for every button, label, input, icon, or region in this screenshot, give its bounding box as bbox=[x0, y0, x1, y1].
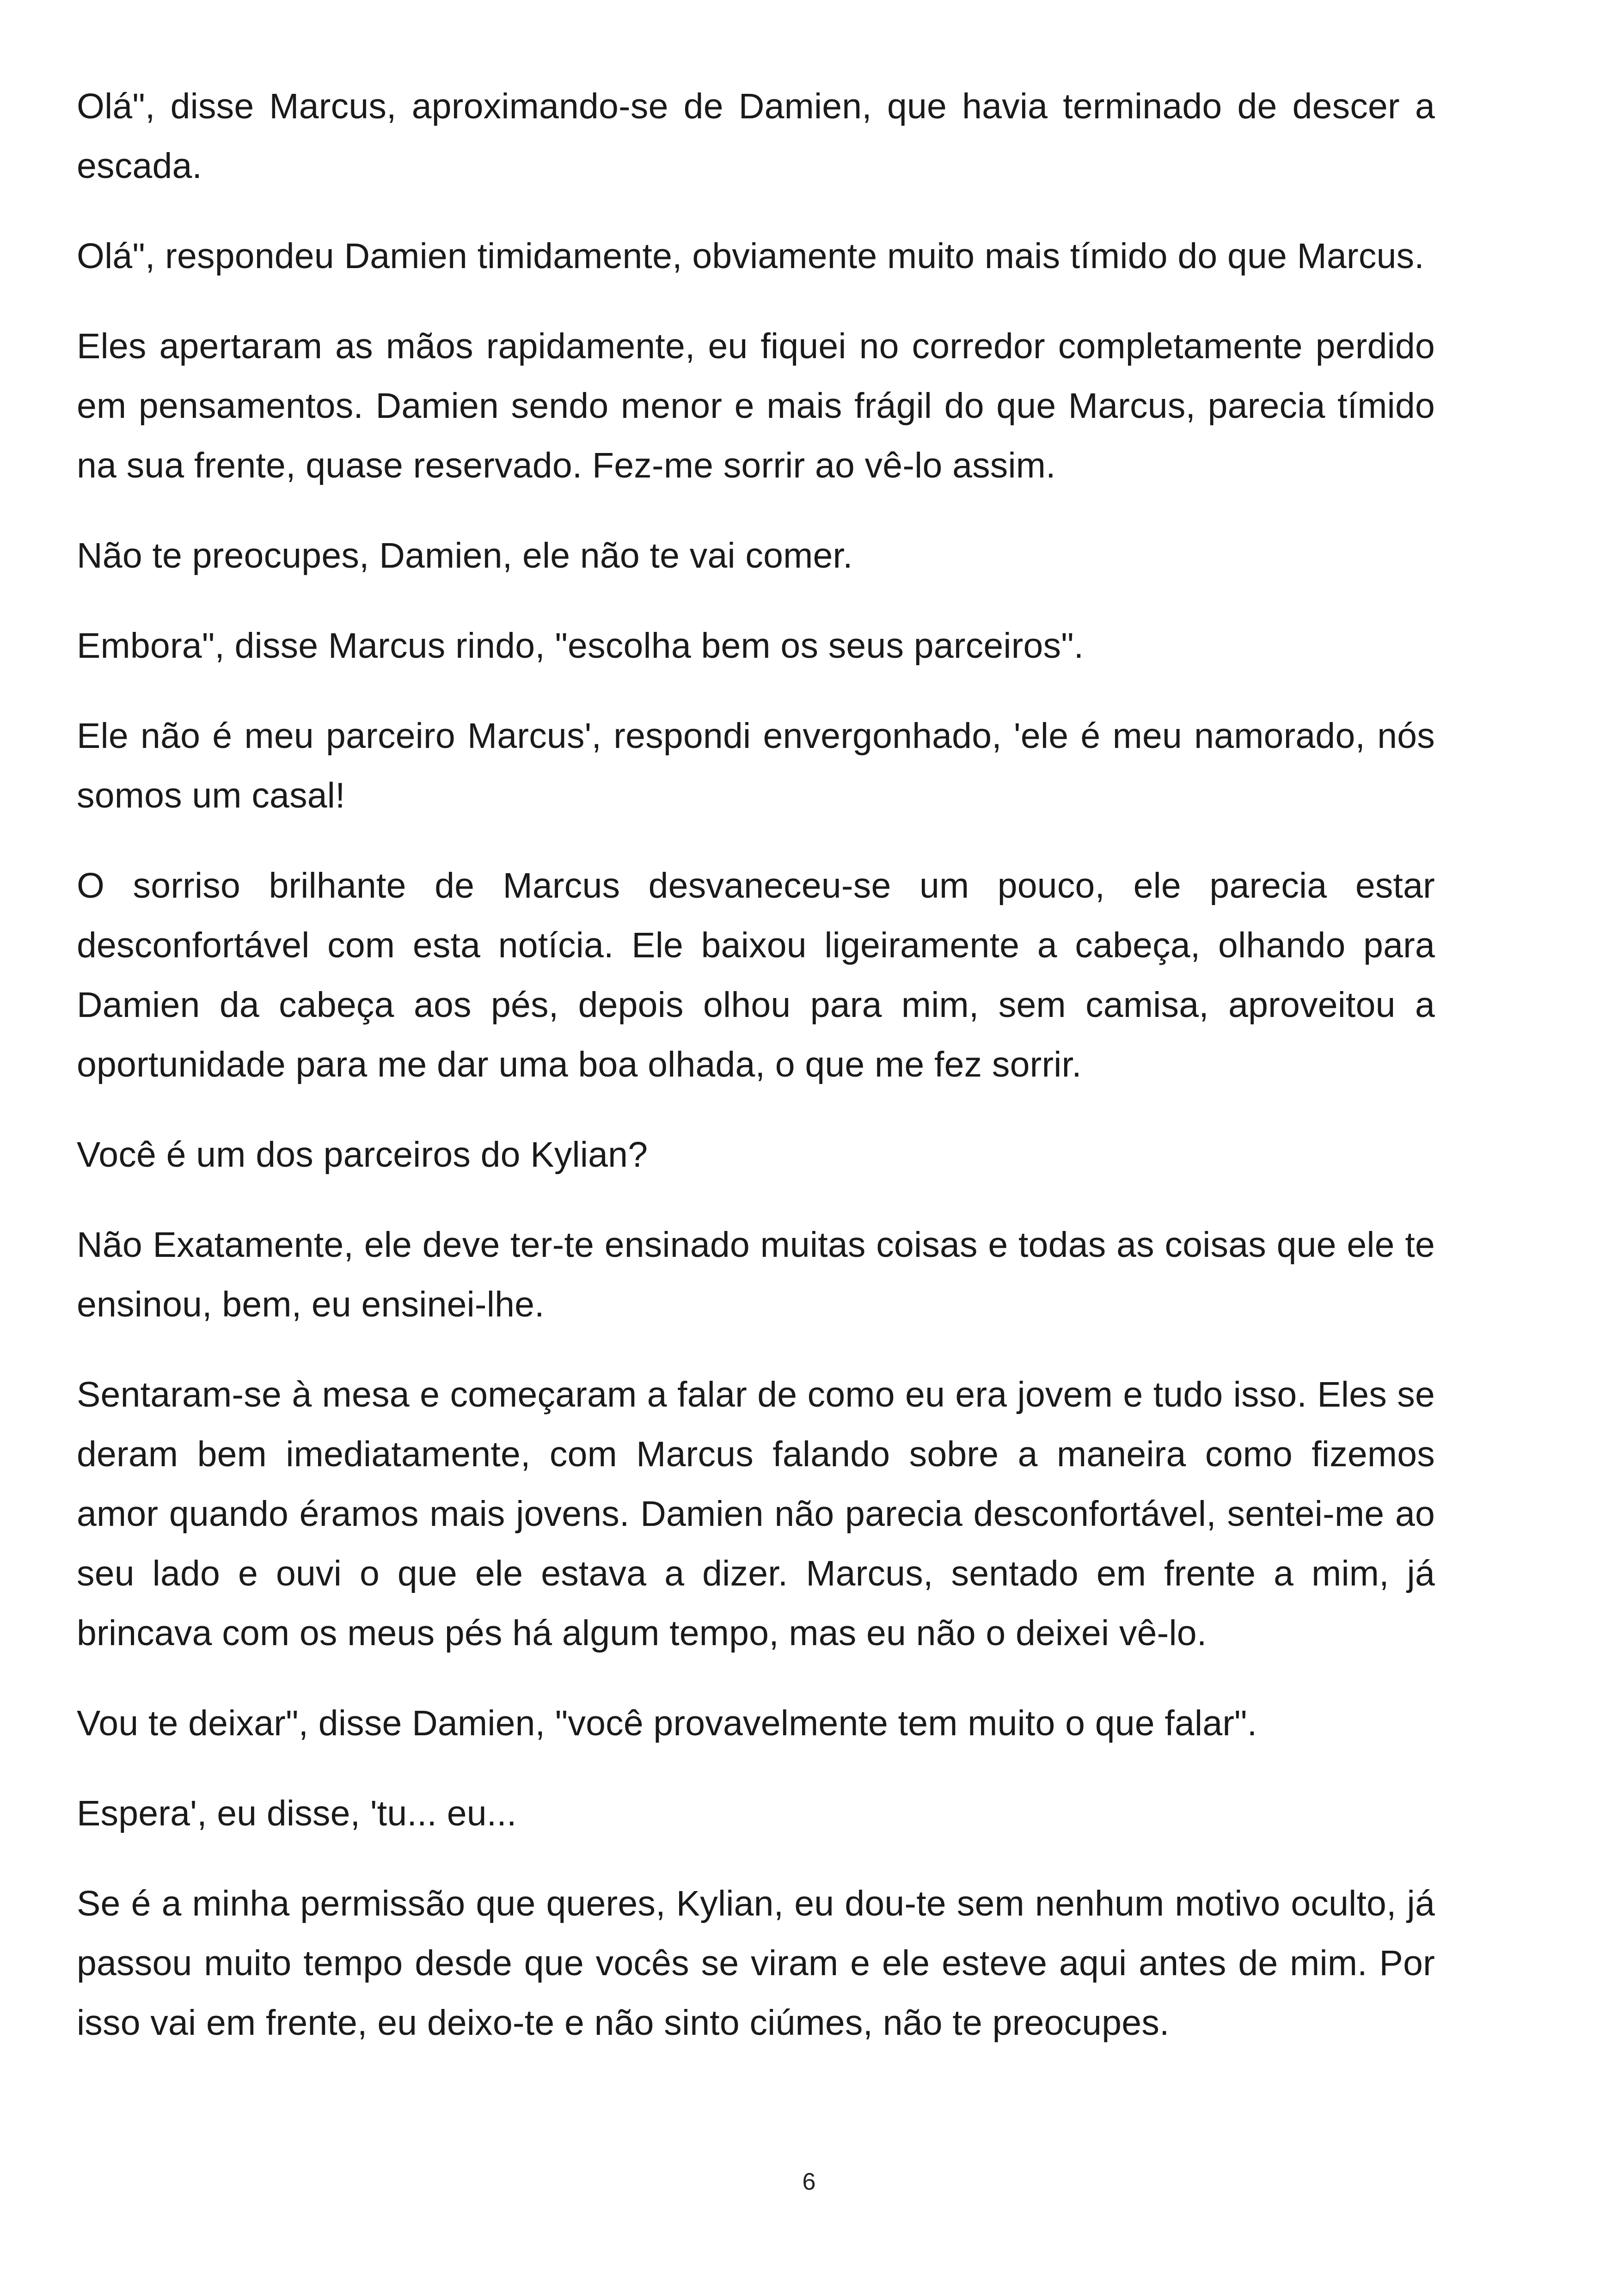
paragraph: Ele não é meu parceiro Marcus', respondi envergonhado, 'ele é meu namorado, nós somos um casal! bbox=[77, 716, 1435, 815]
paragraph: Não Exatamente, ele deve ter-te ensinado muitas coisas e todas as coisas que ele te ensinou, bem, eu ensinei-lhe. bbox=[77, 1225, 1435, 1324]
paragraph: Embora", disse Marcus rindo, "escolha bem os seus parceiros". bbox=[77, 626, 1084, 666]
paragraph: Eles apertaram as mãos rapidamente, eu fiquei no corredor completamente perdido em pensamentos. Damien sendo menor e mais frágil do que Marcus, parecia tímido na sua frente, quase reservado. Fez-me sorrir ao vê-lo assim. bbox=[77, 326, 1435, 485]
paragraph: Espera', eu disse, 'tu... eu... bbox=[77, 1794, 517, 1833]
paragraph: Sentaram-se à mesa e começaram a falar de como eu era jovem e tudo isso. Eles se deram bem imediatamente, com Marcus falando sobre a maneira como fizemos amor quando éramos mais jovens. Damien não parecia desconfortável, sentei-me ao seu lado e ouvi o que ele estava a dizer. Marcus, sentado em frente a mim, já brincava com os meus pés há algum tempo, mas eu não o deixei vê-lo. bbox=[77, 1375, 1435, 1653]
page-number: 6 bbox=[802, 2168, 816, 2195]
text-body bbox=[77, 77, 1435, 2083]
paragraph: O sorriso brilhante de Marcus desvaneceu-se um pouco, ele parecia estar desconfortável com esta notícia. Ele baixou ligeiramente a cabeça, olhando para Damien da cabeça aos pés, depois olhou para mim, sem camisa, aproveitou a oportunidade para me dar uma boa olhada, o que me fez sorrir. bbox=[77, 866, 1435, 1084]
paragraph: Não te preocupes, Damien, ele não te vai comer. bbox=[77, 536, 853, 576]
paragraph: Olá", disse Marcus, aproximando-se de Damien, que havia terminado de descer a escada. bbox=[77, 86, 1435, 186]
paragraph: Você é um dos parceiros do Kylian? bbox=[77, 1135, 648, 1175]
paragraph: Olá", respondeu Damien timidamente, obviamente muito mais tímido do que Marcus. bbox=[77, 236, 1424, 276]
paragraph: Se é a minha permissão que queres, Kylian, eu dou-te sem nenhum motivo oculto, já passou muito tempo desde que vocês se viram e ele esteve aqui antes de mim. Por isso vai em frente, eu deixo-te e não sinto ciúmes, não te preocupes. bbox=[77, 1884, 1435, 2043]
paragraph: Vou te deixar", disse Damien, "você provavelmente tem muito o que falar". bbox=[77, 1703, 1257, 1743]
